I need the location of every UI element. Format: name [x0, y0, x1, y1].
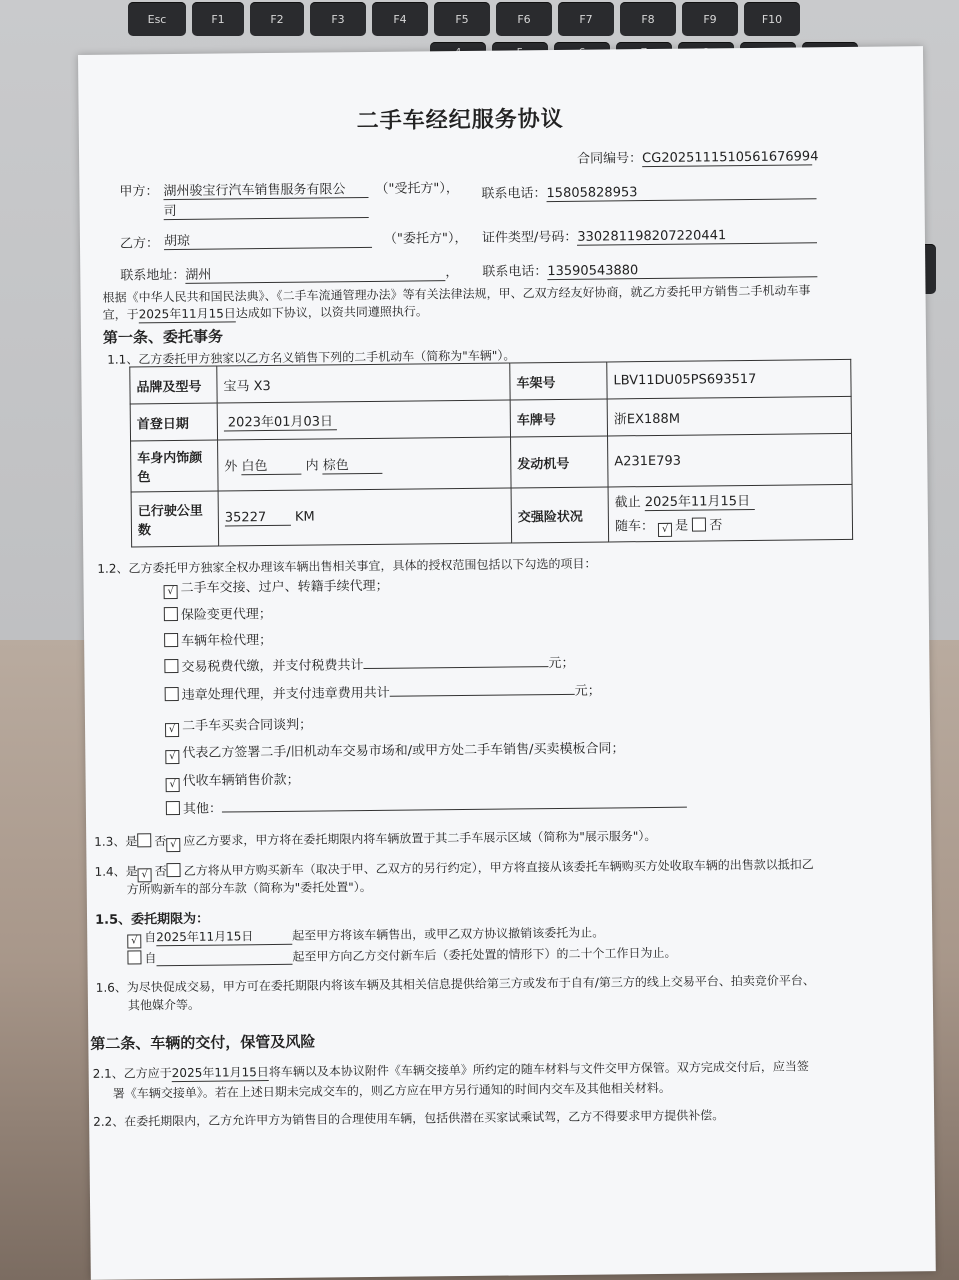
clause-1-5-title: 1.5、委托期限为：	[94, 911, 210, 928]
table-row	[131, 484, 853, 547]
checkbox-empty-icon[interactable]	[137, 833, 151, 847]
key-f1: F1	[192, 2, 244, 36]
party-b-phone: 联系电话：13590543880	[482, 257, 817, 281]
checkbox-checked-icon[interactable]: √	[658, 523, 672, 537]
plate-value: 浙EX188M	[607, 396, 851, 436]
reg-date-value: 2023年01月03日	[217, 400, 510, 440]
clause-2-1-cont: 署《车辆交接单》。若在上述日期未完成交车的，则乙方应在甲方另行通知的时间内交车及其他相关材料。	[112, 1080, 671, 1101]
party-b-id: 证件类型/号码：330281198207220441	[482, 223, 818, 247]
checkbox-empty-icon[interactable]	[166, 801, 180, 815]
key-f3: F3	[310, 2, 366, 36]
reg-date-label: 首登日期	[130, 403, 217, 441]
insurance-value: 截止 2025年11月15日 随车： √ 是 否	[608, 484, 853, 542]
engine-value: A231E793	[608, 433, 853, 487]
option-tax: 交易税费代缴，并支付税费共计 元；	[164, 652, 574, 675]
clause-1-6: 1.6、为尽快促成交易，甲方可在委托期限内将该车辆及其相关信息提供给第三方或发布于自有/第三方的线上交易平台、拍卖竞价平台、	[95, 973, 815, 995]
mileage-label: 已行驶公里数	[131, 491, 219, 547]
vin-label: 车架号	[510, 362, 607, 400]
checkbox-empty-icon[interactable]	[167, 863, 181, 877]
checkbox-checked-icon[interactable]: √	[138, 868, 152, 882]
party-b-name: 胡琼	[164, 228, 372, 250]
key-f6: F6	[496, 2, 552, 36]
mileage-value: 35227 KM	[218, 488, 512, 546]
brand-value: 宝马 X3	[217, 363, 510, 403]
vin-value: LBV11DU05PS693517	[607, 359, 851, 399]
key-esc: Esc	[128, 2, 186, 36]
option-sign-contract: √ 代表乙方签署二手/旧机动车交易市场和/或甲方处二手车销售/买卖模板合同；	[165, 737, 624, 764]
clause-1-4: 1.4、是 √ 否 乙方将从甲方购买新车（取决于甲、乙双方的另行约定），甲方将直接从该委托车辆购买方处收取车辆的出售款以抵扣乙	[94, 855, 813, 883]
checkbox-checked-icon[interactable]: √	[165, 723, 179, 737]
party-b-label: 乙方：	[119, 236, 160, 252]
color-label: 车身内饰颜色	[131, 440, 219, 492]
party-a-name-cont: 司	[164, 198, 369, 220]
clause-2-2: 2.2、在委托期限内，乙方允许甲方为销售目的合理使用车辆，包括供潜在买家试乘试驾，乙方不得要求甲方提供补偿。	[93, 1108, 725, 1129]
checkbox-empty-icon[interactable]	[164, 607, 178, 621]
vehicle-table	[129, 359, 853, 548]
party-a-label: 甲方：	[119, 184, 159, 200]
key-f7: F7	[558, 2, 614, 36]
option-collect-payment: √ 代收车辆销售价款；	[165, 769, 299, 792]
checkbox-checked-icon[interactable]: √	[127, 934, 141, 948]
clause-1-1: 1.1、乙方委托甲方独家以乙方名义销售下列的二手机动车（简称为"车辆"）。	[107, 348, 516, 367]
checkbox-empty-icon[interactable]	[692, 517, 706, 531]
party-a-name: 湖州骏宝行汽车销售服务有限公	[163, 178, 368, 200]
engine-label: 发动机号	[511, 436, 609, 488]
party-b-role: （"委托方"），	[383, 230, 468, 247]
color-value: 外 白色 内 棕色	[218, 437, 512, 491]
key-f9: F9	[682, 2, 738, 36]
key-f5: F5	[434, 2, 490, 36]
option-other: 其他：	[166, 793, 687, 817]
clause-1-5-b: 自 起至甲方向乙方交付新车后（委托处置的情形下）的二十个工作日为止。	[127, 944, 676, 967]
checkbox-checked-icon[interactable]: √	[165, 750, 179, 764]
insurance-label: 交强险状况	[511, 487, 609, 543]
option-insurance: 保险变更代理；	[164, 603, 272, 623]
checkbox-empty-icon[interactable]	[127, 950, 141, 964]
section-2-title: 第二条、车辆的交付，保管及风险	[90, 1032, 316, 1053]
table-row	[131, 433, 852, 492]
clause-1-6-cont: 其他媒介等。	[127, 997, 201, 1013]
option-inspection: 车辆年检代理；	[164, 629, 272, 649]
key-f10: F10	[744, 2, 800, 36]
option-violation: 违章处理代理，并支付违章费用共计 元；	[165, 680, 601, 704]
key-f8: F8	[620, 2, 676, 36]
contract-paper	[78, 46, 936, 1280]
checkbox-checked-icon[interactable]: √	[164, 585, 178, 599]
key-f4: F4	[372, 2, 428, 36]
party-a-role: （"受托方"），	[375, 181, 459, 197]
clause-2-1: 2.1、乙方应于2025年11月15日将车辆以及本协议附件《车辆交接单》所约定的随车材料与文件交甲方保管。双方完成交付后，应当签	[92, 1059, 809, 1081]
plate-label: 车牌号	[510, 399, 607, 437]
address: 联系地址：湖州 ，	[120, 261, 458, 285]
clause-1-4-cont: 方所购新车的部分车款（简称为"委托处置"）。	[126, 879, 372, 897]
checkbox-empty-icon[interactable]	[165, 687, 179, 701]
option-handover: √ 二手车交接、过户、转籍手续代理；	[163, 575, 388, 599]
checkbox-checked-icon[interactable]: √	[166, 838, 180, 852]
clause-1-2: 1.2、乙方委托甲方独家全权办理该车辆出售相关事宜，具体的授权范围包括以下勾选的项目：	[97, 556, 597, 576]
document-title: 二手车经纪服务协议	[356, 106, 564, 135]
checkbox-empty-icon[interactable]	[164, 659, 178, 673]
key-f2: F2	[250, 2, 304, 36]
clause-1-3: 1.3、是 否 √ 应乙方要求，甲方将在委托期限内将车辆放置于其二手车展示区域（简称为"展示服务"）。	[94, 827, 656, 853]
contract-number: 合同编号：CG2025111510561676994	[577, 149, 819, 167]
contract-number-value: CG2025111510561676994	[642, 149, 819, 167]
section-1-title: 第一条、委托事务	[102, 327, 224, 347]
brand-label: 品牌及型号	[130, 366, 217, 404]
intro-line-2: 宜，于2025年11月15日达成如下协议，以资共同遵照执行。	[102, 304, 428, 322]
checkbox-empty-icon[interactable]	[164, 633, 178, 647]
intro-line-1: 根据《中华人民共和国民法典》、《二手车流通管理办法》等有关法律法规，甲、乙双方经友好协商，就乙方委托甲方销售二手机动车事	[102, 283, 811, 305]
option-negotiation: √ 二手车买卖合同谈判；	[165, 714, 312, 738]
party-a-phone: 联系电话：15805828953	[481, 179, 816, 203]
checkbox-checked-icon[interactable]: √	[166, 778, 180, 792]
clause-1-5-a: √ 自2025年11月15日 起至甲方将该车辆售出，或甲乙双方协议撤销该委托为止。	[127, 924, 604, 949]
